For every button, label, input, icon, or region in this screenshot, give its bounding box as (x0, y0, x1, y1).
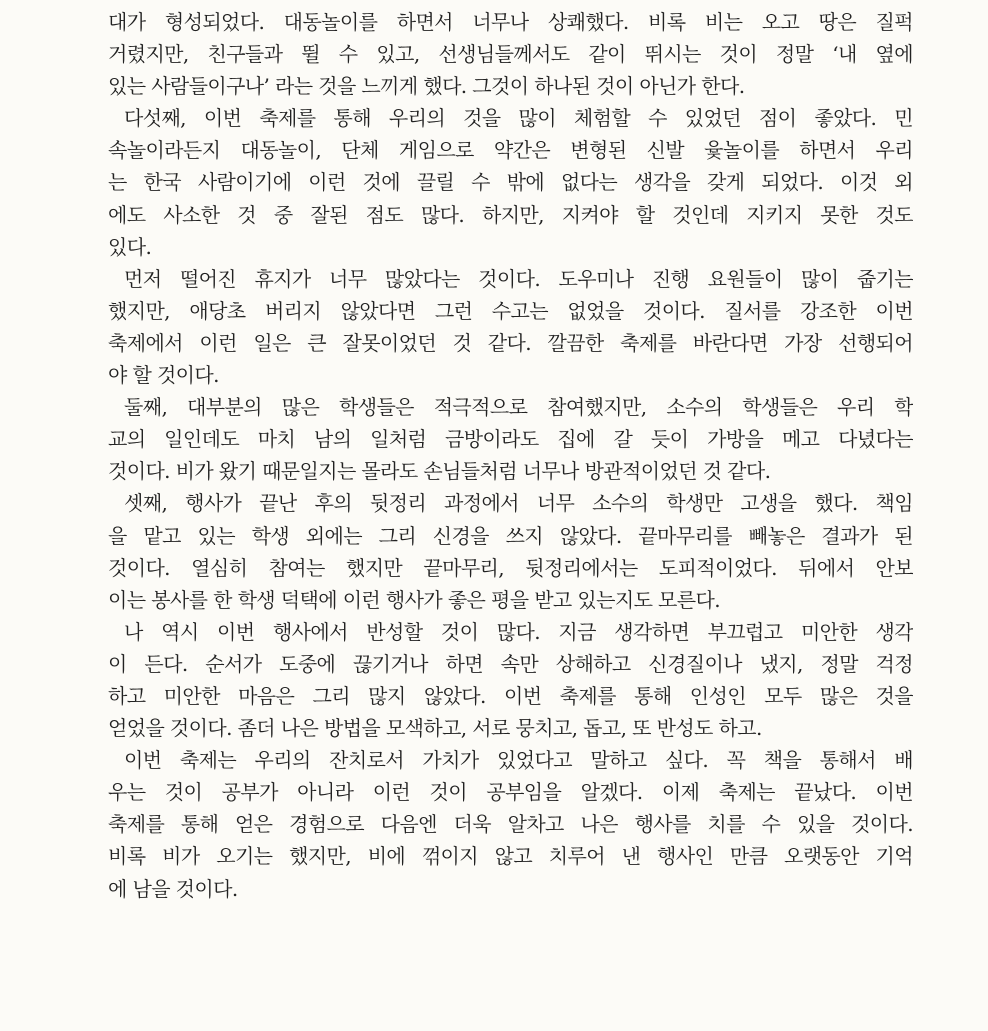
text-line: 야 할 것이다. (108, 363, 219, 388)
text-line: 다섯째, 이번 축제를 통해 우리의 것을 많이 체험할 수 있었던 점이 좋았다. 민 (124, 106, 913, 131)
text-line: 나 역시 이번 행사에서 반성할 것이 많다. 지금 생각하면 부끄럽고 미안한 생각 (124, 619, 913, 644)
text-line: 먼저 떨어진 휴지가 너무 많았다는 것이다. 도우미나 진행 요원들이 많이 줍기는 (124, 266, 913, 291)
text-line: 이번 축제는 우리의 잔치로서 가치가 있었다고 말하고 싶다. 꼭 책을 통해서 배 (124, 748, 913, 773)
text-line: 는 한국 사람이기에 이런 것에 끌릴 수 밖에 없다는 생각을 갖게 되었다. 이것 외 (108, 170, 913, 195)
text-line: 축제를 통해 얻은 경험으로 다음엔 더욱 알차고 나은 행사를 치를 수 있을 것이다. (108, 812, 913, 837)
text-line: 하고 미안한 마음은 그리 많지 않았다. 이번 축제를 통해 인성인 모두 많은 것을 (108, 683, 913, 708)
text-line: 있는 사람들이구나’ 라는 것을 느끼게 했다. 그것이 하나된 것이 아닌가 한다. (108, 74, 745, 99)
text-line: 교의 일인데도 마치 남의 일처럼 금방이라도 집에 갈 듯이 가방을 메고 다녔다는 (108, 427, 913, 452)
text-line: 을 맡고 있는 학생 외에는 그리 신경을 쓰지 않았다. 끝마무리를 빼놓은 결과가 된 (108, 523, 913, 548)
text-line: 것이다. 비가 왔기 때문일지는 몰라도 손님들처럼 너무나 방관적이었던 것 같다. (108, 459, 771, 484)
text-line: 에도 사소한 것 중 잘된 점도 많다. 하지만, 지켜야 할 것인데 지키지 못한 것도 (108, 202, 913, 227)
text-line: 에 남을 것이다. (108, 876, 238, 901)
text-line: 대가 형성되었다. 대동놀이를 하면서 너무나 상쾌했다. 비록 비는 오고 땅은 질퍽 (108, 10, 913, 34)
text-line: 비록 비가 오기는 했지만, 비에 꺾이지 않고 치루어 낸 행사인 만큼 오랫동안 기억 (108, 844, 913, 869)
text-line: 있다. (108, 234, 152, 259)
text-line: 것이다. 열심히 참여는 했지만 끝마무리, 뒷정리에서는 도피적이었다. 뒤에서 안보 (108, 555, 913, 580)
document-page (108, 6, 913, 1026)
text-line: 이 든다. 순서가 도중에 끊기거나 하면 속만 상해하고 신경질이나 냈지, 정말 걱정 (108, 651, 913, 676)
text-line: 둘째, 대부분의 많은 학생들은 적극적으로 참여했지만, 소수의 학생들은 우리 학 (124, 395, 913, 420)
text-line: 우는 것이 공부가 아니라 이런 것이 공부임을 알겠다. 이제 축제는 끝났다. 이번 (108, 780, 913, 805)
text-line: 이는 봉사를 한 학생 덕택에 이런 행사가 좋은 평을 받고 있는지도 모른다. (108, 587, 720, 612)
text-line: 얻었을 것이다. 좀더 나은 방법을 모색하고, 서로 뭉치고, 돕고, 또 반성도 하고. (108, 716, 762, 741)
text-line: 축제에서 이런 일은 큰 잘못이었던 것 같다. 깔끔한 축제를 바란다면 가장 선행되어 (108, 330, 913, 355)
text-line: 했지만, 애당초 버리지 않았다면 그런 수고는 없었을 것이다. 질서를 강조한 이번 (108, 298, 913, 323)
text-line: 셋째, 행사가 끝난 후의 뒷정리 과정에서 너무 소수의 학생만 고생을 했다. 책임 (124, 491, 913, 516)
text-line: 속놀이라든지 대동놀이, 단체 게임으로 약간은 변형된 신발 윷놀이를 하면서 우리 (108, 138, 913, 163)
text-line: 거렸지만, 친구들과 뛸 수 있고, 선생님들께서도 같이 뛰시는 것이 정말 ‘내 옆에 (108, 42, 913, 67)
